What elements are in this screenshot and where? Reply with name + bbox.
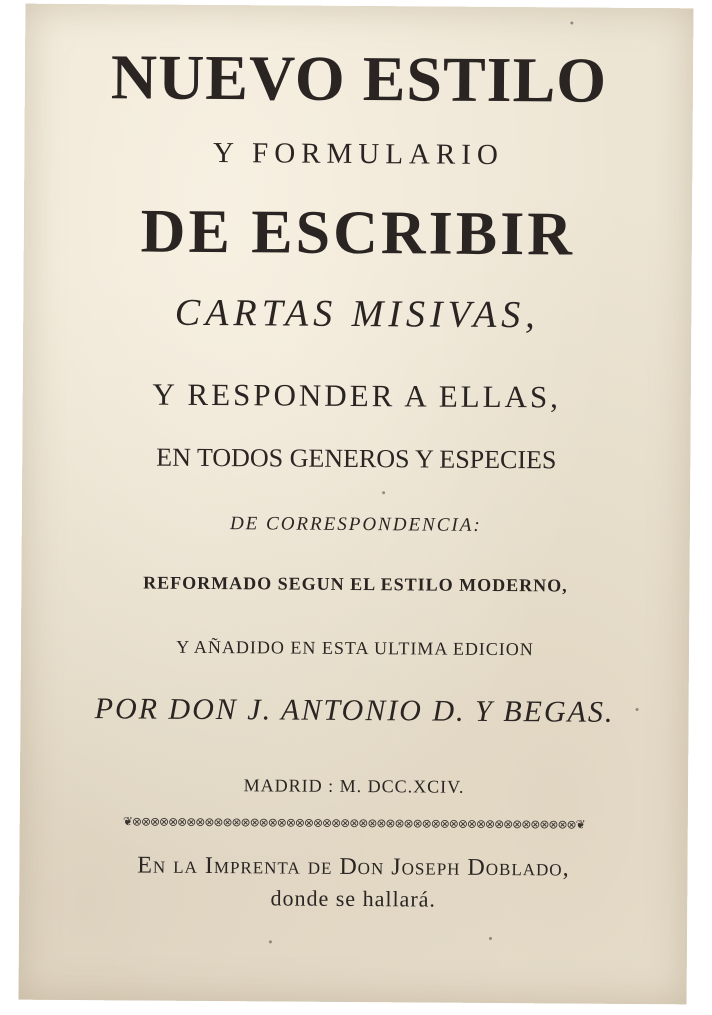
subtitle-reformado: REFORMADO SEGUN EL ESTILO MODERNO, — [143, 572, 568, 596]
title-de-escribir: DE ESCRIBIR — [140, 197, 576, 269]
subtitle-anadido: Y AÑADIDO EN ESTA ULTIMA EDICION — [176, 636, 534, 660]
paper-speck — [269, 940, 272, 943]
title-y-formulario: Y FORMULARIO — [212, 136, 504, 172]
paper-speck — [382, 491, 385, 494]
paper-speck — [636, 708, 639, 711]
title-nuevo-estilo: NUEVO ESTILO — [110, 41, 608, 116]
printer-location-line: donde se hallará. — [270, 885, 437, 912]
imprint-place-date: MADRID : M. DCC.XCIV. — [243, 775, 465, 797]
book-title-page — [19, 4, 694, 1005]
printer-line: En la Imprenta de Don Joseph Doblado, — [137, 852, 570, 882]
subtitle-correspondencia: DE CORRESPONDENCIA: — [229, 513, 482, 536]
paper-speck — [489, 937, 492, 940]
ornamental-rule: ❦⊗⊗⊗⊗⊗⊗⊗⊗⊗⊗⊗⊗⊗⊗⊗⊗⊗⊗⊗⊗⊗⊗⊗⊗⊗⊗⊗⊗⊗⊗⊗⊗⊗⊗⊗⊗⊗⊗⊗⊗⊗⊗⊗⊗⊗⊗⊗⊗⊗❦ — [122, 814, 585, 832]
title-responder-a-ellas: Y RESPONDER A ELLAS, — [152, 376, 562, 415]
paper-speck — [570, 21, 573, 24]
title-cartas-misivas: CARTAS MISIVAS, — [174, 291, 540, 337]
author-line: POR DON J. ANTONIO D. Y BEGAS. — [94, 692, 615, 729]
subtitle-generos-especies: EN TODOS GENEROS Y ESPECIES — [156, 442, 557, 475]
